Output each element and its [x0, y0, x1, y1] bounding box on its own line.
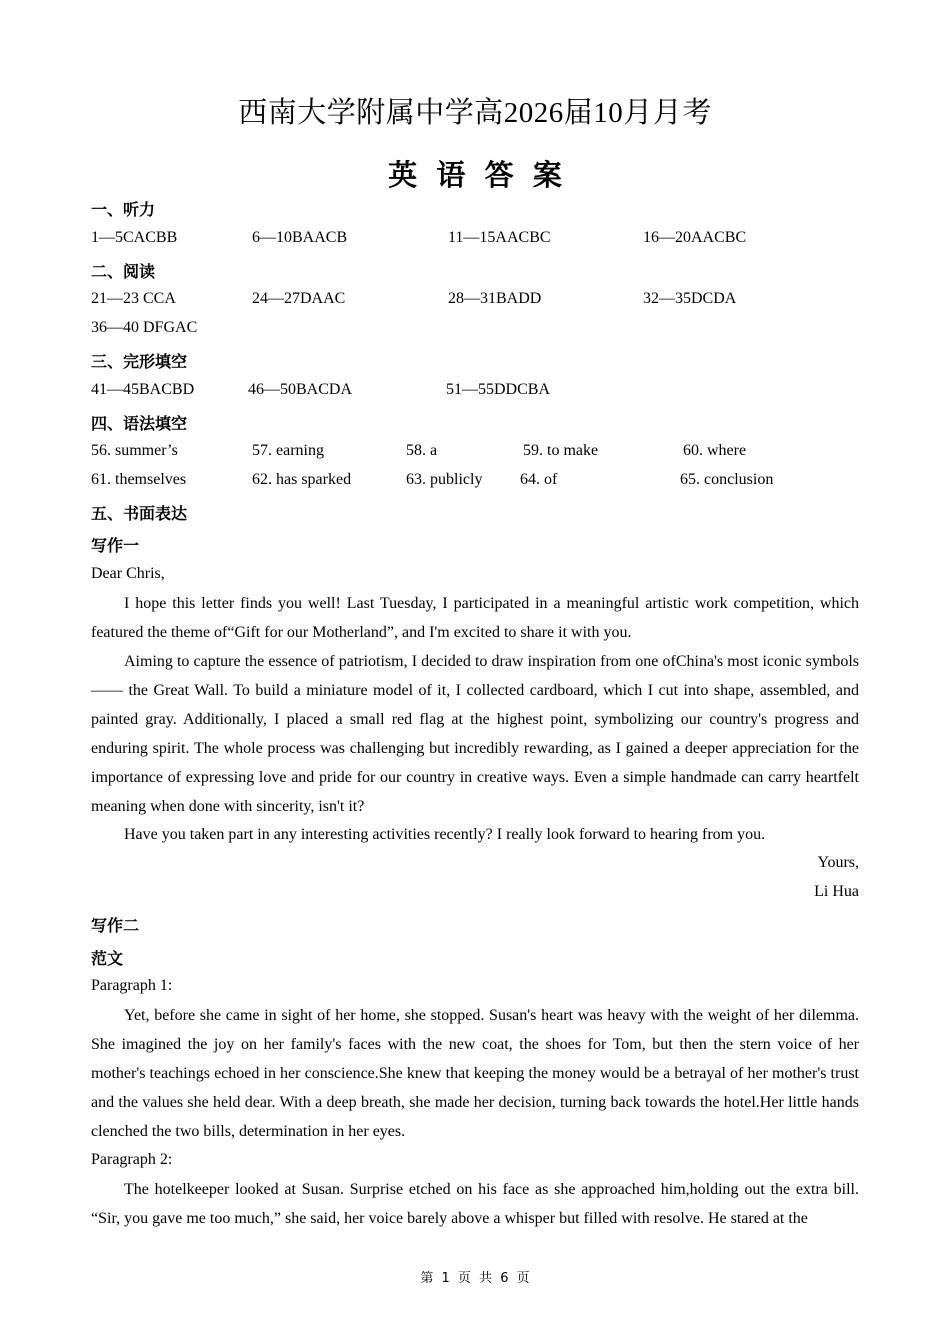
grammar-answer: 57. earning: [252, 442, 324, 459]
writing-part1-heading: 写作一: [91, 536, 140, 555]
paragraph-1-label: Paragraph 1:: [91, 977, 173, 994]
essay-paragraph-2: The hotelkeeper looked at Susan. Surprise etched on his face as she approached him,holding out the extra bill. “Sir, you gave me too much,” she said, her voice barely above a whisper but filled with resolve. He stared at the: [91, 1181, 859, 1227]
grammar-answers-row-1: [91, 442, 871, 464]
grammar-answer: 60. where: [683, 442, 747, 459]
grammar-answers-row-2: [91, 471, 871, 493]
section-heading-reading: 二、阅读: [91, 262, 156, 281]
section-heading-writing: 五、书面表达: [91, 504, 188, 523]
writing-part2-heading: 写作二: [91, 916, 140, 935]
letter-paragraph-3: Have you taken part in any interesting activities recently? I really look forward to hearing from you.: [124, 826, 766, 843]
essay-paragraph-1: Yet, before she came in sight of her home, she stopped. Susan's heart was heavy with the weight of her dilemma. She imagined the joy on her family's faces with the new coat, the shoes for Tom, but then the stern voice of her mother's teachings echoed in her conscience.She knew that keeping the money would be a betrayal of her mother's trust and the values she held dear. With a deep breath, she made her decision, turning back towards the hotel.Her little hands clenched the two bills, determination in her eyes.: [91, 1007, 859, 1140]
answer-group: 21—23 CCA: [91, 290, 176, 307]
reading-answers-row: [91, 290, 871, 312]
section-heading-listening: 一、听力: [91, 200, 156, 219]
grammar-answer: 65. conclusion: [680, 471, 774, 488]
section-heading-grammar: 四、语法填空: [91, 414, 188, 433]
answer-group: 41—45BACBD: [91, 381, 195, 398]
letter-paragraph-2: Aiming to capture the essence of patriotism, I decided to draw inspiration from one ofChina's most iconic symbols—— the Great Wall. To build a miniature model of it, I collected cardboard, which I cut into shape, assembled, and painted gray. Additionally, I placed a small red flag at the highest point, symbolizing our country's progress and enduring spirit. The whole process was challenging but incredibly rewarding, as I gained a deeper appreciation for the importance of expressing love and pride for our country in creative ways. Even a simple handmade can carry heartfelt meaning when done with sincerity, isn't it?: [91, 653, 859, 815]
answer-group: 46—50BACDA: [248, 381, 353, 398]
grammar-answer: 63. publicly: [406, 471, 483, 488]
answer-group: 24—27DAAC: [252, 290, 346, 307]
cloze-answers-row: [91, 381, 871, 403]
answer-group: 28—31BADD: [448, 290, 542, 307]
listening-answers-row: [91, 229, 871, 251]
letter-paragraph-1: I hope this letter finds you well! Last Tuesday, I participated in a meaningful artistic work competition, which featured the theme of“Gift for our Motherland”, and I'm excited to share it with you.: [91, 595, 859, 641]
grammar-answer: 58. a: [406, 442, 438, 459]
answer-group: 6—10BAACB: [252, 229, 348, 246]
grammar-answer: 61. themselves: [91, 471, 187, 488]
answer-group: 1—5CACBB: [91, 229, 178, 246]
grammar-answer: 56. summer’s: [91, 442, 178, 459]
reading-answers-row-2: [91, 319, 871, 341]
paragraph-2-label: Paragraph 2:: [91, 1151, 173, 1168]
page-number-footer: 第 1 页 共 6 页: [420, 1271, 530, 1286]
sample-essay-label: 范文: [91, 949, 124, 968]
letter-signature: Li Hua: [814, 883, 859, 900]
answer-group: 11—15AACBC: [448, 229, 551, 246]
answer-group: 51—55DDCBA: [446, 381, 551, 398]
page-subtitle: 英 语 答 案: [388, 160, 562, 192]
grammar-answer: 59. to make: [523, 442, 599, 459]
grammar-answer: 64. of: [520, 471, 558, 488]
letter-closing: Yours,: [817, 854, 859, 871]
letter-salutation: Dear Chris,: [91, 565, 165, 582]
page-title: 西南大学附属中学高2026届10月月考: [238, 97, 712, 129]
section-heading-cloze: 三、完形填空: [91, 352, 188, 371]
answer-group: 16—20AACBC: [643, 229, 747, 246]
grammar-answer: 62. has sparked: [252, 471, 352, 488]
answer-group: 32—35DCDA: [643, 290, 737, 307]
answer-group: 36—40 DFGAC: [91, 319, 198, 336]
